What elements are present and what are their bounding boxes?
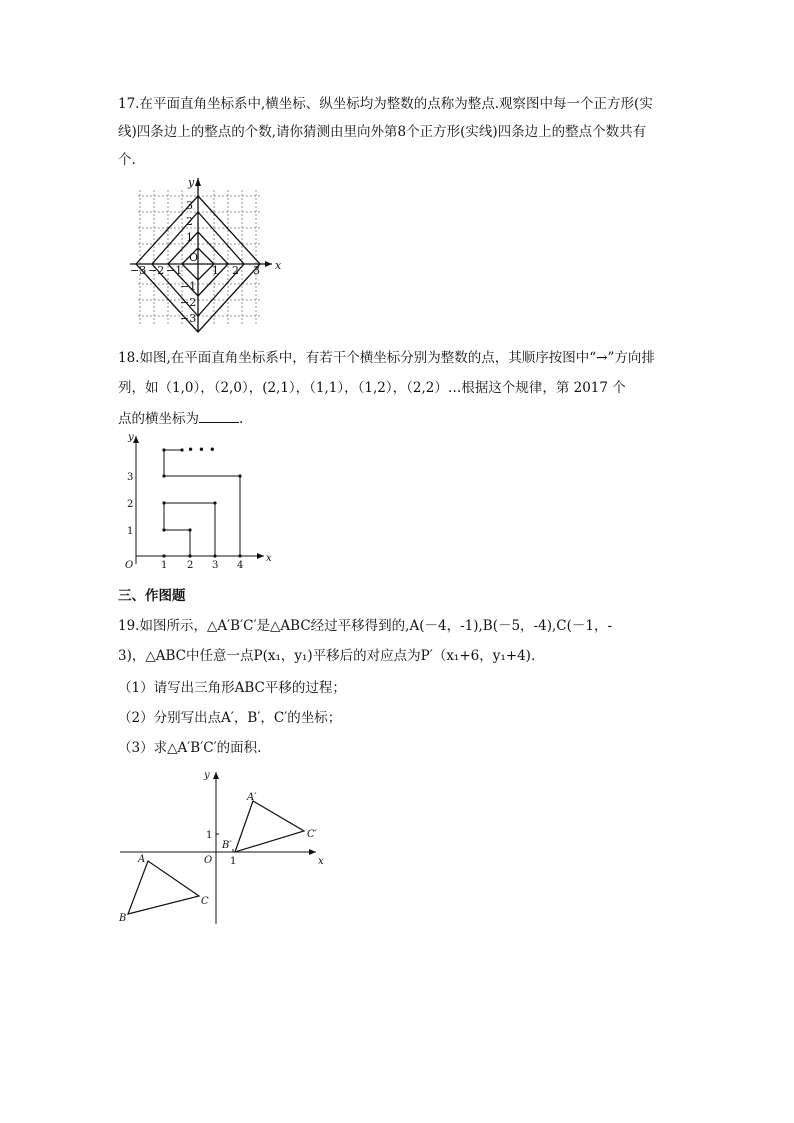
q18-point <box>188 528 191 531</box>
q17-ytick: 1 <box>186 231 193 244</box>
q18-line-3-end: . <box>239 411 244 427</box>
q17-line-2: 线)四条边上的整点的个数,请你猜测由里向外第8个正方形(实线)四条边上的整点个数共有 <box>118 124 647 140</box>
point-c-label: C <box>201 896 209 907</box>
q17-y-label: y <box>188 176 195 189</box>
q18-xtick: 2 <box>187 560 194 571</box>
q18-point <box>238 554 241 557</box>
q19-part-1: （1）请写出三角形ABC平移的过程； <box>118 680 346 696</box>
q17-grid <box>138 190 260 324</box>
q19-line-2: 3)，△ABC中任意一点P(x₁，y₁)平移后的对应点为P′（x₁+6，y₁+4). <box>118 648 536 664</box>
q17-figure <box>126 176 296 336</box>
q19-x-label: x <box>318 856 324 867</box>
point-c-prime-label: C′ <box>307 829 317 840</box>
q17-line-1: 17.在平面直角坐标系中,横坐标、纵坐标均为整数的点称为整点.观察图中每一个正方形(实 <box>118 96 653 112</box>
q17-xtick: −1 <box>166 264 183 277</box>
triangle-a1b1c1 <box>235 801 304 852</box>
point-a-prime-label: A′ <box>247 792 257 803</box>
q19-y-arrow-icon <box>213 772 219 779</box>
q18-point <box>162 528 165 531</box>
q18-xtick: 3 <box>212 560 219 571</box>
point-a-label: A <box>138 854 146 865</box>
q18-ellipsis: • • • <box>187 443 216 457</box>
q17-xtick: −3 <box>130 264 147 277</box>
q18-point <box>180 448 183 451</box>
q18-line-3 <box>118 408 243 429</box>
q18-origin-label: O <box>125 560 134 571</box>
q19-origin-label: O <box>204 855 213 866</box>
q19-line-1: 19.如图所示，△A′B′C′是△ABC经过平移得到的,A(－4，-1),B(－5，-4),C(－1，- <box>118 618 613 634</box>
q17-ytick: 2 <box>186 215 193 228</box>
q18-x-arrow-icon <box>257 553 264 559</box>
q18-ytick: 2 <box>127 499 134 510</box>
point-b-label: B <box>119 913 127 924</box>
q17-xtick: 3 <box>253 264 260 277</box>
q19-figure <box>116 768 326 928</box>
q18-x-label: x <box>266 553 272 564</box>
q18-xtick: 1 <box>161 560 168 571</box>
q18-figure <box>118 430 278 570</box>
q18-point <box>162 474 165 477</box>
q19-part-3: （3）求△A′B′C′的面积. <box>118 740 262 756</box>
q18-xtick: 4 <box>237 560 244 571</box>
q19-xtick-label: 1 <box>230 856 237 867</box>
q18-point <box>238 474 241 477</box>
q17-ytick: 3 <box>186 199 193 212</box>
q18-point <box>213 554 216 557</box>
q18-point <box>162 448 165 451</box>
q19-ytick-label: 1 <box>206 830 213 841</box>
q17-ytick: −2 <box>180 296 197 309</box>
q18-path <box>164 450 240 556</box>
q18-point <box>188 554 191 557</box>
q17-x-arrow-icon <box>265 261 272 267</box>
q17-x-label: x <box>275 259 282 272</box>
q17-ytick: −3 <box>180 312 197 325</box>
q17-y-arrow-icon <box>195 178 201 186</box>
q17-line-3: 个. <box>118 152 136 168</box>
q18-ytick: 3 <box>127 472 134 483</box>
q17-origin-label: O <box>189 251 199 264</box>
point-b-prime-label: B′ <box>222 840 232 851</box>
q19-y-label: y <box>204 770 210 781</box>
q18-point <box>162 554 165 557</box>
section-heading: 三、作图题 <box>118 588 186 604</box>
q17-ytick: −1 <box>180 280 197 293</box>
q17-xtick: −2 <box>148 264 165 277</box>
q18-ytick: 1 <box>127 526 134 537</box>
triangle-abc <box>128 861 199 914</box>
q17-xtick: 2 <box>232 264 239 277</box>
q18-line-1: 18.如图,在平面直角坐标系中，有若干个横坐标分别为整数的点，其顺序按图中“→”方向排 <box>118 350 655 366</box>
q18-point <box>162 501 165 504</box>
q18-point <box>213 501 216 504</box>
q19-part-2: （2）分别写出点A′，B′，C′的坐标； <box>118 710 342 726</box>
q18-y-arrow-icon <box>133 436 139 443</box>
q18-answer-blank[interactable] <box>199 408 239 423</box>
q18-y-label: y <box>128 432 134 443</box>
q17-xtick: 1 <box>212 264 219 277</box>
q19-x-arrow-icon <box>309 849 316 855</box>
q18-line-2: 列，如（1,0），（2,0），(2,1），（1,1），（1,2），（2,2）…根据这个规律，第 2017 个 <box>118 380 626 396</box>
q18-line-3-text: 点的横坐标为 <box>118 411 199 427</box>
